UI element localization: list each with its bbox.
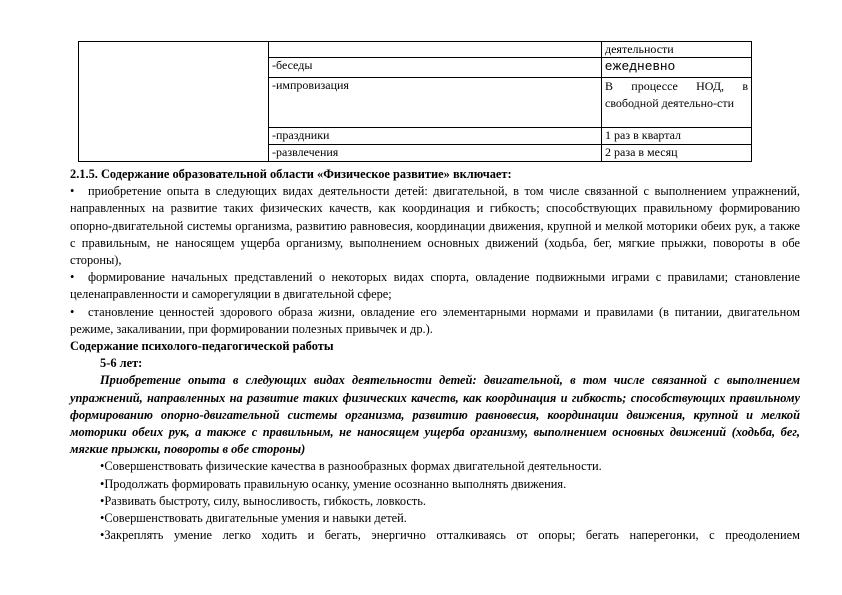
section-heading: 2.1.5. Содержание образовательной области «Физическое развитие» включает: xyxy=(70,167,512,181)
intro-paragraph: Приобретение опыта в следующих видах деятельности детей: двигательной, в том числе связанной с выполнением упражнений, направленных на развитие таких физических качеств, как координация и гибкость; способствующих правильному формированию опорно-двигательной системы организма, развитию равновесия, координации движения, крупной и мелкой моторики обеих рук, а также с правильным, не наносящем ущерба организму, выполнением основных движений (ходьба, бег, мягкие прыжки, повороты в обе стороны) xyxy=(70,373,800,457)
list-item xyxy=(70,269,800,303)
list-item xyxy=(70,304,800,338)
bullet-icon: • xyxy=(70,270,75,285)
physical-development-section xyxy=(70,166,800,544)
activity-cell xyxy=(269,42,602,58)
bullet-text: формирование начальных представлений о некоторых видах спорта, овладение подвижными играми с правилами; становление целенаправленности и саморегуляции в двигательной сфере; xyxy=(70,270,800,302)
activity-schedule-table xyxy=(78,41,752,162)
list-item xyxy=(70,183,800,269)
activity-cell: -праздники xyxy=(269,128,602,145)
frequency-cell: 1 раз в квартал xyxy=(602,128,752,145)
frequency-cell: деятельности xyxy=(602,42,752,58)
age-group-label: 5-6 лет: xyxy=(100,356,143,371)
list-item: •Совершенствовать двигательные умения и навыки детей. xyxy=(100,511,407,526)
activity-cell: -импровизация xyxy=(269,78,602,128)
content-heading: Содержание психолого-педагогической работы xyxy=(70,339,334,354)
bullet-text: приобретение опыта в следующих видах деятельности детей: двигательной, в том числе связанной с выполнением упражнений, направленных на развитие таких физических качеств, как координация и гибкость; способствующих правильному формированию опорно-двигательной системы организма, развитию равновесия, координации движения, крупной и мелкой моторики обеих рук, а также с правильным, не наносящем ущерба организму, выполнением основных движений (ходьба, бег, мягкие прыжки, повороты в обе стороны), xyxy=(70,184,800,268)
list-item: •Развивать быстроту, силу, выносливость, гибкость, ловкость. xyxy=(100,493,427,508)
frequency-cell: 2 раза в месяц xyxy=(602,145,752,162)
frequency-cell: В процессе НОД, в свободной деятельно-сти xyxy=(602,78,752,128)
frequency-cell: ежедневно xyxy=(602,58,752,78)
list-item: •Закреплять умение легко ходить и бегать, энергично отталкиваясь от опоры; бегать наперегонки, с преодолением xyxy=(100,528,800,543)
bullet-icon: • xyxy=(70,184,75,199)
activity-cell: -беседы xyxy=(269,58,602,78)
list-item: •Продолжать формировать правильную осанку, умение осознанно выполнять движения. xyxy=(100,476,567,491)
list-item: •Совершенствовать физические качества в разнообразных формах двигательной деятельности. xyxy=(100,459,602,474)
activity-cell: -развлечения xyxy=(269,145,602,162)
table-empty-cell xyxy=(79,42,269,162)
bullet-icon: • xyxy=(70,304,75,319)
table-row xyxy=(79,42,752,58)
bullet-text: становление ценностей здорового образа жизни, овладение его элементарными нормами и правилами (в питании, двигательном режиме, закаливании, при формировании полезных привычек и др.). xyxy=(70,304,800,336)
